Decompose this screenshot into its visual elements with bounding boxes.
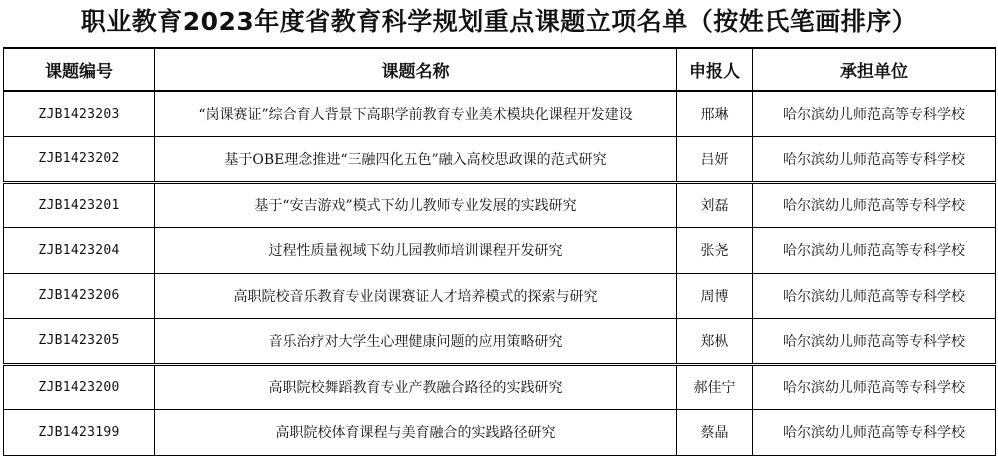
cell-unit: 哈尔滨幼儿师范高等专科学校	[753, 364, 996, 410]
cell-code: ZJB1423199	[4, 410, 155, 456]
cell-name: 过程性质量视域下幼儿园教师培训课程开发研究	[155, 228, 677, 274]
table-row	[4, 182, 996, 228]
cell-code: ZJB1423202	[4, 137, 155, 183]
table-row	[4, 319, 996, 365]
cell-unit: 哈尔滨幼儿师范高等专科学校	[753, 410, 996, 456]
cell-applicant: 蔡晶	[677, 410, 753, 456]
cell-code: ZJB1423203	[4, 91, 155, 137]
cell-code: ZJB1423206	[4, 273, 155, 319]
cell-name: 音乐治疗对大学生心理健康问题的应用策略研究	[155, 319, 677, 365]
cell-name: 高职院校舞蹈教育专业产教融合路径的实践研究	[155, 364, 677, 410]
cell-applicant: 郝佳宁	[677, 364, 753, 410]
cell-unit: 哈尔滨幼儿师范高等专科学校	[753, 182, 996, 228]
header-unit: 承担单位	[753, 48, 996, 91]
cell-name: “岗课赛证”综合育人背景下高职学前教育专业美术模块化课程开发建设	[155, 91, 677, 137]
cell-name: 基于OBE理念推进“三融四化五色”融入高校思政课的范式研究	[155, 137, 677, 183]
table-row	[4, 410, 996, 456]
cell-unit: 哈尔滨幼儿师范高等专科学校	[753, 319, 996, 365]
cell-name: 基于“安吉游戏”模式下幼儿教师专业发展的实践研究	[155, 182, 677, 228]
cell-applicant: 郑枞	[677, 319, 753, 365]
table-row	[4, 273, 996, 319]
cell-unit: 哈尔滨幼儿师范高等专科学校	[753, 137, 996, 183]
cell-unit: 哈尔滨幼儿师范高等专科学校	[753, 91, 996, 137]
cell-name: 高职院校体育课程与美育融合的实践路径研究	[155, 410, 677, 456]
header-code: 课题编号	[4, 48, 155, 91]
cell-applicant: 邢琳	[677, 91, 753, 137]
cell-code: ZJB1423205	[4, 319, 155, 365]
cell-applicant: 刘磊	[677, 182, 753, 228]
page-title: 职业教育2023年度省教育科学规划重点课题立项名单（按姓氏笔画排序）	[80, 7, 918, 36]
header-name: 课题名称	[155, 48, 677, 91]
table-header	[4, 48, 996, 91]
cell-unit: 哈尔滨幼儿师范高等专科学校	[753, 228, 996, 274]
cell-name: 高职院校音乐教育专业岗课赛证人才培养模式的探索与研究	[155, 273, 677, 319]
table-row	[4, 364, 996, 410]
cell-code: ZJB1423200	[4, 364, 155, 410]
table-row	[4, 228, 996, 274]
project-list-table	[3, 47, 996, 456]
cell-code: ZJB1423201	[4, 182, 155, 228]
header-applicant: 申报人	[677, 48, 753, 91]
table-body	[4, 91, 996, 455]
cell-applicant: 吕妍	[677, 137, 753, 183]
table-row	[4, 137, 996, 183]
table-row	[4, 91, 996, 137]
cell-unit: 哈尔滨幼儿师范高等专科学校	[753, 273, 996, 319]
header-row	[4, 48, 996, 91]
cell-code: ZJB1423204	[4, 228, 155, 274]
cell-applicant: 张尧	[677, 228, 753, 274]
cell-applicant: 周博	[677, 273, 753, 319]
